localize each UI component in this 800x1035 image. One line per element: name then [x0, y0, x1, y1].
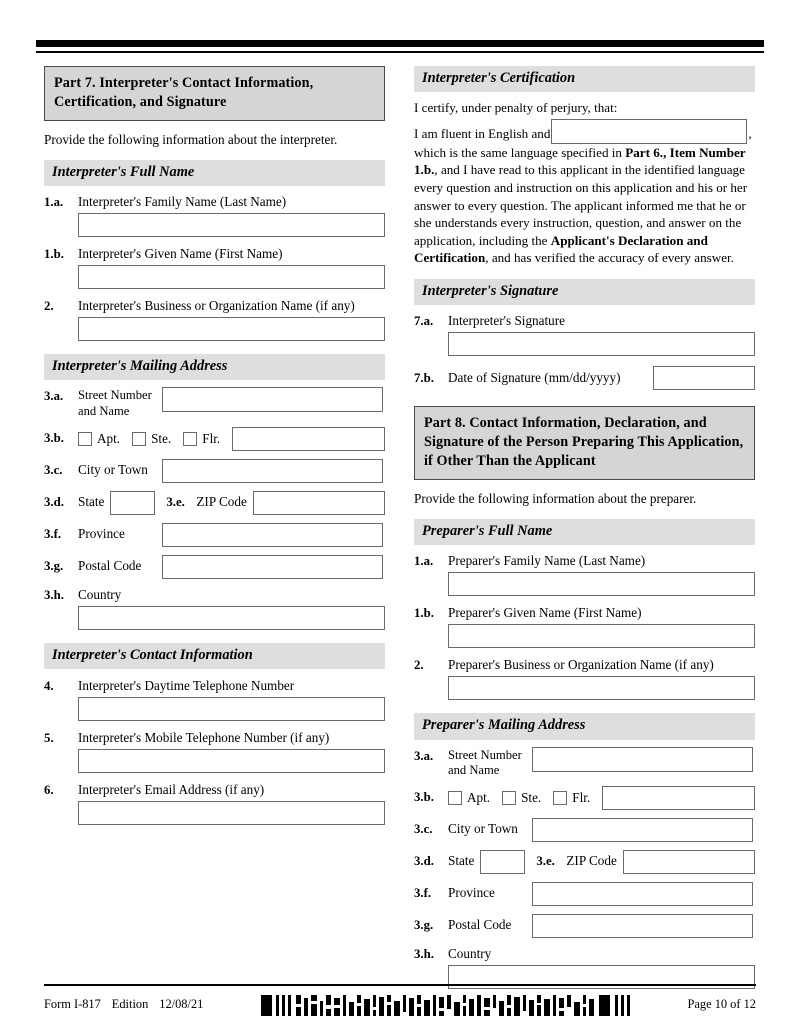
- interpreter-unit-number-input[interactable]: [232, 427, 385, 451]
- street-label-line1: Street Number: [448, 747, 522, 762]
- interpreter-daytime-phone-input[interactable]: [78, 697, 385, 721]
- section-interpreter-contact-information: Interpreter's Contact Information: [44, 643, 385, 669]
- left-column: [44, 66, 385, 825]
- field-label: Interpreter's Email Address (if any): [78, 781, 265, 797]
- apt-label: Apt.: [467, 789, 491, 805]
- field-row-p1b: [414, 605, 755, 622]
- page-footer: [44, 993, 756, 1023]
- field-row-3g: [44, 555, 385, 579]
- field-row-3b: [44, 427, 385, 451]
- item-number: 3.c.: [414, 822, 433, 837]
- field-label: City or Town: [448, 821, 518, 837]
- street-label-line2: and Name: [448, 762, 500, 777]
- field-row-p3d-p3e: [414, 850, 755, 874]
- interpreter-province-input[interactable]: [162, 523, 383, 547]
- field-label: Interpreter's Mobile Telephone Number (if any): [78, 729, 330, 745]
- section-preparer-mailing-address: Preparer's Mailing Address: [414, 713, 755, 739]
- field-row-2: [44, 298, 385, 315]
- certification-bold-declaration: Applicant's Declaration and Certification: [414, 232, 708, 266]
- item-number: 7.a.: [414, 314, 434, 329]
- item-number: 3.d.: [414, 854, 434, 869]
- form-barcode: [259, 993, 639, 1018]
- item-number: 6.: [44, 782, 54, 797]
- preparer-postal-code-input[interactable]: [532, 914, 753, 938]
- field-label: City or Town: [78, 462, 148, 478]
- item-number: 3.d.: [44, 495, 64, 510]
- certification-lead-text: I certify, under penalty of perjury, that:: [414, 100, 618, 116]
- item-number: 2.: [414, 658, 424, 673]
- right-column: [414, 66, 755, 989]
- interpreter-business-name-input[interactable]: [78, 317, 385, 341]
- part-7-intro: Provide the following information about the interpreter.: [44, 131, 338, 147]
- certification-language-input[interactable]: [551, 119, 747, 144]
- ste-label: Ste.: [521, 789, 542, 805]
- item-number: 3.b.: [414, 790, 434, 805]
- section-interpreter-certification: Interpreter's Certification: [414, 66, 755, 92]
- item-number: 3.a.: [44, 389, 64, 404]
- flr-label: Flr.: [202, 430, 221, 446]
- item-number: 2.: [44, 299, 54, 314]
- interpreter-street-input[interactable]: [162, 387, 383, 412]
- field-label: Country: [448, 945, 492, 961]
- field-label: Date of Signature (mm/dd/yyyy): [448, 369, 621, 385]
- field-label: Postal Code: [448, 917, 512, 933]
- item-number: 3.g.: [414, 918, 434, 933]
- item-number: 3.f.: [44, 527, 62, 542]
- item-number: 1.b.: [44, 247, 64, 262]
- part-8-header: Part 8. Contact Information, Declaration, and Signature of the Person Preparing This Application, if Other Than the Applicant: [414, 406, 755, 480]
- field-row-7b: [414, 366, 755, 390]
- field-row-4: [44, 678, 385, 695]
- item-number: 4.: [44, 678, 54, 693]
- preparer-unit-number-input[interactable]: [602, 786, 755, 810]
- field-label: [78, 388, 162, 418]
- field-row-p3h: [414, 946, 755, 963]
- preparer-family-name-input[interactable]: [448, 572, 755, 596]
- interpreter-signature-input[interactable]: [448, 332, 755, 356]
- field-label: Province: [448, 885, 495, 901]
- item-number: 1.b.: [414, 606, 434, 621]
- field-row-5: [44, 730, 385, 747]
- preparer-given-name-input[interactable]: [448, 624, 755, 648]
- field-row-p3f: [414, 882, 755, 906]
- ste-checkbox[interactable]: [502, 791, 516, 805]
- interpreter-state-input[interactable]: [110, 491, 155, 515]
- section-interpreter-full-name: Interpreter's Full Name: [44, 160, 385, 186]
- flr-checkbox[interactable]: [553, 791, 567, 805]
- item-number: 1.a.: [44, 195, 64, 210]
- interpreter-signature-date-input[interactable]: [653, 366, 755, 390]
- apt-label: Apt.: [97, 430, 121, 446]
- field-row-3a: [44, 388, 385, 418]
- ste-label: Ste.: [151, 430, 172, 446]
- interpreter-zip-input[interactable]: [253, 491, 385, 515]
- item-number: 3.h.: [414, 946, 434, 961]
- ste-checkbox[interactable]: [132, 432, 146, 446]
- certification-bold-part6: Part 6., Item Number 1.b.: [414, 144, 746, 178]
- item-number: 3.f.: [414, 886, 432, 901]
- item-number: 3.c.: [44, 463, 63, 478]
- field-label: [448, 748, 532, 778]
- item-number: 5.: [44, 730, 54, 745]
- preparer-state-input[interactable]: [480, 850, 525, 874]
- field-label: Country: [78, 586, 122, 602]
- interpreter-email-input[interactable]: [78, 801, 385, 825]
- field-row-1b: [44, 246, 385, 263]
- field-row-7a: [414, 313, 755, 330]
- interpreter-family-name-input[interactable]: [78, 213, 385, 237]
- field-label: Province: [78, 526, 125, 542]
- field-row-1a: [44, 194, 385, 211]
- interpreter-mobile-phone-input[interactable]: [78, 749, 385, 773]
- section-preparer-full-name: Preparer's Full Name: [414, 519, 755, 545]
- edition-label: Edition: [111, 997, 149, 1011]
- certification-text-part2: , which is the same language specified in: [414, 125, 752, 160]
- page-top-bar: [36, 40, 764, 47]
- preparer-city-input[interactable]: [532, 818, 753, 842]
- section-interpreter-mailing-address: Interpreter's Mailing Address: [44, 354, 385, 380]
- item-number: 1.a.: [414, 554, 434, 569]
- interpreter-given-name-input[interactable]: [78, 265, 385, 289]
- item-number: 3.b.: [44, 431, 64, 446]
- street-label-line2: and Name: [78, 403, 130, 418]
- item-number: 3.h.: [44, 587, 64, 602]
- field-row-3f: [44, 523, 385, 547]
- certification-text-part1: I am fluent in English and: [414, 125, 551, 141]
- field-label: State: [448, 853, 475, 869]
- field-row-p3b: [414, 786, 755, 810]
- certification-body-text: [414, 119, 755, 267]
- street-label-line1: Street Number: [78, 388, 152, 403]
- field-label: Preparer's Business or Organization Name (if any): [448, 657, 714, 673]
- preparer-zip-input[interactable]: [623, 850, 755, 874]
- field-label: Interpreter's Given Name (First Name): [78, 246, 283, 262]
- preparer-street-input[interactable]: [532, 747, 753, 772]
- footer-form-info: [44, 997, 214, 1012]
- field-row-3c: [44, 459, 385, 483]
- field-row-p2: [414, 657, 755, 674]
- interpreter-city-input[interactable]: [162, 459, 383, 483]
- section-interpreter-signature: Interpreter's Signature: [414, 279, 755, 305]
- item-number: 7.b.: [414, 370, 434, 385]
- field-row-p1a: [414, 553, 755, 570]
- preparer-province-input[interactable]: [532, 882, 753, 906]
- field-row-p3g: [414, 914, 755, 938]
- field-label: Preparer's Family Name (Last Name): [448, 553, 646, 569]
- footer-page-number: Page 10 of 12: [687, 997, 756, 1011]
- field-row-6: [44, 782, 385, 799]
- part-7-header: Part 7. Interpreter's Contact Information, Certification, and Signature: [44, 66, 385, 121]
- item-number: 3.e.: [166, 495, 185, 510]
- field-label: ZIP Code: [196, 494, 247, 510]
- field-label: State: [78, 494, 105, 510]
- footer-rule: [44, 984, 756, 986]
- form-id: Form I-817: [44, 997, 101, 1011]
- apt-checkbox[interactable]: [448, 791, 462, 805]
- preparer-business-name-input[interactable]: [448, 676, 755, 700]
- apt-checkbox[interactable]: [78, 432, 92, 446]
- certification-text-part4: , and has verified the accuracy of every answer.: [485, 250, 734, 266]
- edition-date: 12/08/21: [159, 997, 204, 1011]
- field-row-p3a: [414, 748, 755, 778]
- flr-label: Flr.: [572, 789, 591, 805]
- field-label: Postal Code: [78, 558, 142, 574]
- item-number: 3.a.: [414, 748, 434, 763]
- field-label: Interpreter's Daytime Telephone Number: [78, 677, 295, 693]
- field-label: Interpreter's Family Name (Last Name): [78, 194, 287, 210]
- interpreter-country-input[interactable]: [78, 606, 385, 630]
- field-label: ZIP Code: [566, 853, 617, 869]
- certification-text-part3: , and I have read to this applicant in the identified language every question and instruction on this application and his or her answer to every question. The applicant informed me that he or she understands every instruction, question, and answer on the application, including the: [414, 162, 748, 248]
- part-8-intro: Provide the following information about the preparer.: [414, 490, 697, 506]
- page-top-rule: [36, 51, 764, 53]
- item-number: 3.g.: [44, 559, 64, 574]
- item-number: 3.e.: [536, 854, 555, 869]
- field-row-3d-3e: [44, 491, 385, 515]
- field-label: Interpreter's Business or Organization Name (if any): [78, 298, 355, 314]
- field-row-3h: [44, 587, 385, 604]
- field-label: Interpreter's Signature: [448, 313, 565, 329]
- field-row-p3c: [414, 818, 755, 842]
- interpreter-postal-code-input[interactable]: [162, 555, 383, 579]
- field-label: Preparer's Given Name (First Name): [448, 605, 642, 621]
- flr-checkbox[interactable]: [183, 432, 197, 446]
